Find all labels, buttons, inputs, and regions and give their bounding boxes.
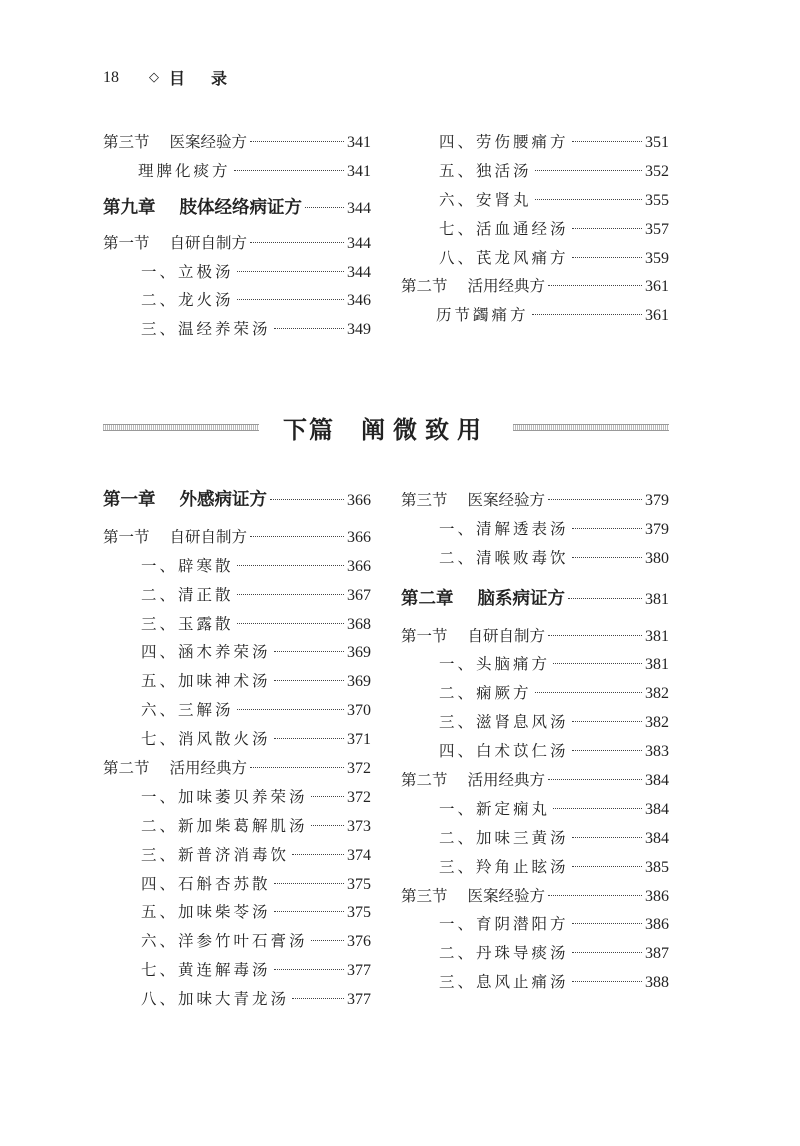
toc-entry <box>401 244 669 273</box>
toc-section <box>401 882 669 911</box>
toc-entry-label: 七、黄连解毒汤 <box>141 961 271 980</box>
toc-entry-title <box>141 286 234 315</box>
dot-leader <box>237 271 344 272</box>
toc-entry <box>401 157 669 186</box>
toc-entry-label: 第三节 <box>401 491 448 509</box>
toc-entry-title <box>401 882 545 911</box>
dot-leader <box>572 528 642 529</box>
toc-entry-name: 脑系病证方 <box>477 588 565 609</box>
toc-entry <box>103 927 371 956</box>
toc-entry-label: 第二章 <box>401 588 454 609</box>
toc-entry-title <box>141 638 271 667</box>
dot-leader <box>270 499 344 500</box>
dot-leader <box>274 651 344 652</box>
toc-entry-title <box>103 128 247 157</box>
toc-entry-label: 五、加味柴苓汤 <box>141 903 271 922</box>
dot-leader <box>311 940 344 941</box>
toc-page-number: 375 <box>347 875 371 893</box>
toc-page-number: 381 <box>645 590 669 608</box>
toc-chapter <box>103 486 371 515</box>
toc-section <box>103 229 371 258</box>
toc-entry <box>103 956 371 985</box>
dot-leader <box>572 141 642 142</box>
part-rule-left <box>103 424 259 431</box>
toc-entry <box>401 853 669 882</box>
dot-leader <box>572 923 642 924</box>
page-header <box>103 66 253 89</box>
dot-leader <box>572 557 642 558</box>
toc-entry-title <box>436 301 529 330</box>
toc-entry-label: 一、新定痫丸 <box>439 799 551 818</box>
toc-entry-title <box>103 523 247 552</box>
toc-page-number: 386 <box>645 916 669 934</box>
dot-leader <box>311 796 344 797</box>
dot-leader <box>572 750 642 751</box>
dot-leader <box>274 738 344 739</box>
dot-leader <box>237 709 344 710</box>
toc-entry-title <box>439 128 569 157</box>
toc-page-number: 372 <box>347 788 371 806</box>
toc-entry-label: 三、温经养荣汤 <box>141 320 271 339</box>
toc-entry-title <box>141 898 271 927</box>
toc-entry <box>103 552 371 581</box>
part-title <box>259 410 513 445</box>
toc-section <box>103 523 371 552</box>
toc-entry-label: 三、羚角止眩汤 <box>439 857 569 876</box>
toc-entry-title <box>141 552 234 581</box>
toc-entry-title <box>141 315 271 344</box>
toc-entry <box>401 544 669 573</box>
toc-entry <box>401 186 669 215</box>
toc-entry-label: 七、消风散火汤 <box>141 730 271 749</box>
toc-page-number: 341 <box>347 162 371 180</box>
toc-page-number: 361 <box>645 278 669 296</box>
toc-chapter <box>103 194 371 223</box>
dot-leader <box>548 779 642 780</box>
dot-leader <box>311 825 344 826</box>
dot-leader <box>572 837 642 838</box>
toc-entry-title <box>103 486 267 515</box>
dot-leader <box>234 170 344 171</box>
toc-entry-label: 历节蠲痛方 <box>436 306 529 325</box>
toc-entry-label: 六、三解汤 <box>141 701 234 720</box>
toc-entry-label: 二、新加柴葛解肌汤 <box>141 816 308 835</box>
toc-entry-label: 五、加味神术汤 <box>141 672 271 691</box>
toc-page-number: 369 <box>347 644 371 662</box>
toc-entry <box>103 286 371 315</box>
toc-page-number: 381 <box>645 656 669 674</box>
toc-page-number: 373 <box>347 817 371 835</box>
toc-entry-label: 第三节 <box>401 886 448 905</box>
toc-page-number: 370 <box>347 702 371 720</box>
toc-entry-label: 三、滋肾息风汤 <box>439 713 569 732</box>
toc-entry-label: 第三节 <box>103 133 150 151</box>
toc-entry <box>401 301 669 330</box>
toc-page-number: 382 <box>645 714 669 732</box>
toc-entry-name: 外感病证方 <box>179 490 267 510</box>
dot-leader <box>274 883 344 884</box>
toc-page-number: 366 <box>347 557 371 575</box>
toc-entry-label: 二、清正散 <box>141 585 234 604</box>
toc-page-number: 381 <box>645 627 669 645</box>
toc-entry-title <box>103 754 247 783</box>
dot-leader <box>572 721 642 722</box>
toc-entry-label: 二、龙火汤 <box>141 291 234 310</box>
toc-entry-label: 一、加味萎贝养荣汤 <box>141 787 308 806</box>
toc-entry-title <box>141 927 308 956</box>
dot-leader <box>568 598 642 599</box>
toc-page-number: 344 <box>347 263 371 281</box>
running-title: 目录 <box>169 69 254 88</box>
dot-leader <box>548 895 642 896</box>
toc-section <box>401 272 669 301</box>
toc-entry-title <box>439 515 569 544</box>
toc-section <box>103 128 371 157</box>
toc-entry <box>103 898 371 927</box>
toc-page-number: 388 <box>645 974 669 992</box>
toc-entry-title <box>439 939 569 968</box>
toc-page-number: 366 <box>347 528 371 546</box>
toc-bottom-right-column <box>401 486 669 997</box>
toc-entry-label: 第一章 <box>103 490 156 510</box>
part-prefix: 下篇 <box>283 415 335 444</box>
toc-entry-label: 四、石斛杏苏散 <box>141 874 271 893</box>
part-rule-right <box>513 424 669 431</box>
toc-entry-label: 二、丹珠导痰汤 <box>439 944 569 963</box>
toc-entry-label: 二、痫厥方 <box>439 684 532 703</box>
dot-leader <box>274 680 344 681</box>
dot-leader <box>532 314 642 315</box>
toc-entry-title <box>141 841 289 870</box>
toc-entry-title <box>401 766 545 795</box>
dot-leader <box>250 536 344 537</box>
dot-leader <box>553 663 642 664</box>
part-heading <box>103 405 669 449</box>
toc-entry-label: 一、育阴潜阳方 <box>439 915 569 934</box>
dot-leader <box>237 299 344 300</box>
toc-page-number: 384 <box>645 829 669 847</box>
toc-entry-name: 活用经典方 <box>467 771 546 790</box>
dot-leader <box>237 623 344 624</box>
toc-entry-label: 第一节 <box>401 626 448 645</box>
toc-entry <box>103 783 371 812</box>
dot-leader <box>535 692 642 693</box>
toc-page-number: 384 <box>645 772 669 790</box>
toc-entry-title <box>401 585 565 614</box>
toc-entry <box>401 968 669 997</box>
toc-section <box>401 766 669 795</box>
toc-entry <box>103 812 371 841</box>
dot-leader <box>535 199 642 200</box>
toc-entry <box>103 841 371 870</box>
toc-entry-label: 四、白术苡仁汤 <box>439 742 569 761</box>
toc-entry-title <box>141 956 271 985</box>
toc-entry-label: 六、安肾丸 <box>439 190 532 209</box>
toc-page-number: 344 <box>347 234 371 252</box>
toc-entry-label: 第一节 <box>103 233 150 252</box>
toc-page-number: 374 <box>347 846 371 864</box>
toc-entry-title <box>141 258 234 287</box>
toc-entry-label: 五、独活汤 <box>439 161 532 180</box>
toc-entry-title <box>439 824 569 853</box>
toc-page-number: 357 <box>645 220 669 238</box>
toc-entry-name: 自研自制方 <box>169 527 248 546</box>
dot-leader <box>292 998 344 999</box>
toc-page-number: 368 <box>347 615 371 633</box>
toc-entry-label: 三、新普济消毒饮 <box>141 845 290 864</box>
toc-page-number: 382 <box>645 685 669 703</box>
toc-entry-name: 自研自制方 <box>467 626 546 645</box>
toc-entry <box>103 696 371 725</box>
toc-entry-title <box>103 229 247 258</box>
dot-leader <box>535 170 642 171</box>
toc-entry <box>401 939 669 968</box>
toc-page-number: 384 <box>645 800 669 818</box>
dot-leader <box>572 952 642 953</box>
toc-entry-title <box>439 910 569 939</box>
toc-entry <box>103 725 371 754</box>
dot-leader <box>274 969 344 970</box>
toc-page-number: 366 <box>347 492 371 509</box>
toc-entry-label: 一、辟寒散 <box>141 556 234 575</box>
toc-entry <box>103 638 371 667</box>
dot-leader <box>274 328 344 329</box>
toc-section <box>401 486 669 515</box>
toc-entry <box>401 824 669 853</box>
toc-entry <box>103 610 371 639</box>
toc-page-number: 379 <box>645 492 669 509</box>
toc-entry <box>103 258 371 287</box>
toc-page-number: 387 <box>645 945 669 963</box>
dot-leader <box>572 228 642 229</box>
toc-entry-title <box>141 783 308 812</box>
dot-leader <box>572 866 642 867</box>
toc-entry-title <box>141 985 289 1014</box>
toc-entry <box>401 215 669 244</box>
toc-entry-label: 二、加味三黄汤 <box>439 828 569 847</box>
toc-entry-title <box>439 157 532 186</box>
toc-entry-name: 医案经验方 <box>467 491 546 509</box>
toc-entry-title <box>401 486 545 515</box>
toc-page-number: 369 <box>347 673 371 691</box>
toc-entry-label: 第二节 <box>401 277 448 296</box>
toc-page-number: 344 <box>347 199 371 217</box>
toc-entry-label: 三、玉露散 <box>141 614 234 633</box>
toc-entry <box>103 667 371 696</box>
toc-entry-title <box>439 544 569 573</box>
dot-leader <box>237 565 344 566</box>
toc-page-number: 351 <box>645 134 669 151</box>
toc-page-number: 385 <box>645 858 669 876</box>
toc-entry <box>401 737 669 766</box>
toc-top-left-column <box>103 128 371 344</box>
dot-leader <box>250 141 344 142</box>
toc-entry-label: 第一节 <box>103 527 150 546</box>
dot-leader <box>250 767 344 768</box>
toc-entry-title <box>439 737 569 766</box>
part-name: 阐微致用 <box>361 415 489 444</box>
toc-section <box>103 754 371 783</box>
toc-entry-title <box>103 194 302 223</box>
toc-entry-title <box>439 968 569 997</box>
toc-entry-name: 活用经典方 <box>169 759 248 778</box>
toc-page-number: 386 <box>645 887 669 905</box>
toc-page-number: 341 <box>347 134 371 151</box>
dot-leader <box>274 911 344 912</box>
toc-entry-label: 一、立极汤 <box>141 262 234 281</box>
toc-entry-title <box>138 157 231 186</box>
toc-entry-label: 四、涵木养荣汤 <box>141 643 271 662</box>
toc-page-number: 349 <box>347 321 371 339</box>
toc-bottom-left-column <box>103 486 371 1014</box>
toc-entry-name: 医案经验方 <box>467 886 546 905</box>
toc-section <box>401 622 669 651</box>
toc-page-number: 361 <box>645 307 669 325</box>
toc-entry-label: 一、头脑痛方 <box>439 655 551 674</box>
toc-page-number: 355 <box>645 191 669 209</box>
toc-entry-title <box>141 812 308 841</box>
toc-entry <box>401 910 669 939</box>
toc-page-number: 383 <box>645 743 669 761</box>
toc-entry-title <box>141 870 271 899</box>
toc-entry <box>103 870 371 899</box>
toc-entry-label: 七、活血通经汤 <box>439 219 569 238</box>
toc-chapter <box>401 585 669 614</box>
dot-leader <box>548 499 642 500</box>
toc-page-number: 380 <box>645 549 669 567</box>
toc-entry-label: 二、清喉败毒饮 <box>439 548 569 567</box>
toc-entry-title <box>439 853 569 882</box>
dot-leader <box>237 594 344 595</box>
toc-entry-label: 第九章 <box>103 197 156 218</box>
toc-entry-name: 肢体经络病证方 <box>179 197 302 218</box>
toc-entry-name: 自研自制方 <box>169 233 248 252</box>
dot-leader <box>548 635 642 636</box>
toc-entry-title <box>439 215 569 244</box>
toc-entry-label: 八、加味大青龙汤 <box>141 990 290 1009</box>
toc-entry-label: 第二节 <box>401 771 448 790</box>
toc-page-number: 376 <box>347 933 371 951</box>
toc-page-number: 379 <box>645 520 669 538</box>
toc-entry-title <box>401 622 545 651</box>
toc-entry-label: 八、芪龙风痛方 <box>439 248 569 267</box>
toc-page-number: 377 <box>347 991 371 1009</box>
toc-page-number: 352 <box>645 162 669 180</box>
toc-entry-title <box>439 186 532 215</box>
toc-entry-label: 六、洋参竹叶石膏汤 <box>141 932 308 951</box>
dot-leader <box>572 257 642 258</box>
toc-entry <box>401 128 669 157</box>
toc-entry <box>401 679 669 708</box>
toc-top-right-column <box>401 128 669 330</box>
toc-entry-title <box>141 610 234 639</box>
toc-entry-title <box>141 581 234 610</box>
toc-page-number: 367 <box>347 586 371 604</box>
toc-entry <box>103 157 371 186</box>
toc-entry-title <box>141 696 234 725</box>
dot-leader <box>305 207 344 208</box>
toc-entry <box>103 315 371 344</box>
toc-entry-title <box>439 679 532 708</box>
toc-page-number: 377 <box>347 962 371 980</box>
toc-entry-label: 四、劳伤腰痛方 <box>439 133 569 151</box>
toc-entry-label: 第二节 <box>103 759 150 778</box>
dot-leader <box>548 285 642 286</box>
toc-page-number: 346 <box>347 292 371 310</box>
toc-entry-title <box>141 667 271 696</box>
toc-entry <box>401 515 669 544</box>
page-number: 18 <box>103 68 119 86</box>
toc-page-number: 359 <box>645 249 669 267</box>
toc-entry-label: 理脾化痰方 <box>138 161 231 180</box>
dot-leader <box>572 981 642 982</box>
toc-entry-title <box>439 795 550 824</box>
dot-leader <box>250 242 344 243</box>
toc-entry-title <box>401 272 545 301</box>
toc-entry-label: 一、清解透表汤 <box>439 519 569 538</box>
toc-entry <box>103 581 371 610</box>
toc-page-number: 371 <box>347 731 371 749</box>
toc-entry-title <box>439 244 569 273</box>
toc-page-number: 375 <box>347 904 371 922</box>
toc-entry <box>401 650 669 679</box>
toc-page-number: 372 <box>347 760 371 778</box>
toc-entry-title <box>439 650 550 679</box>
toc-entry-name: 医案经验方 <box>169 133 248 151</box>
dot-leader <box>292 854 344 855</box>
diamond-icon: ◇ <box>149 70 159 85</box>
toc-entry <box>401 708 669 737</box>
toc-entry-label: 三、息风止痛汤 <box>439 973 569 992</box>
toc-entry-name: 活用经典方 <box>467 277 546 296</box>
toc-entry <box>401 795 669 824</box>
dot-leader <box>553 808 642 809</box>
toc-entry-title <box>439 708 569 737</box>
toc-entry-title <box>141 725 271 754</box>
toc-entry <box>103 985 371 1014</box>
